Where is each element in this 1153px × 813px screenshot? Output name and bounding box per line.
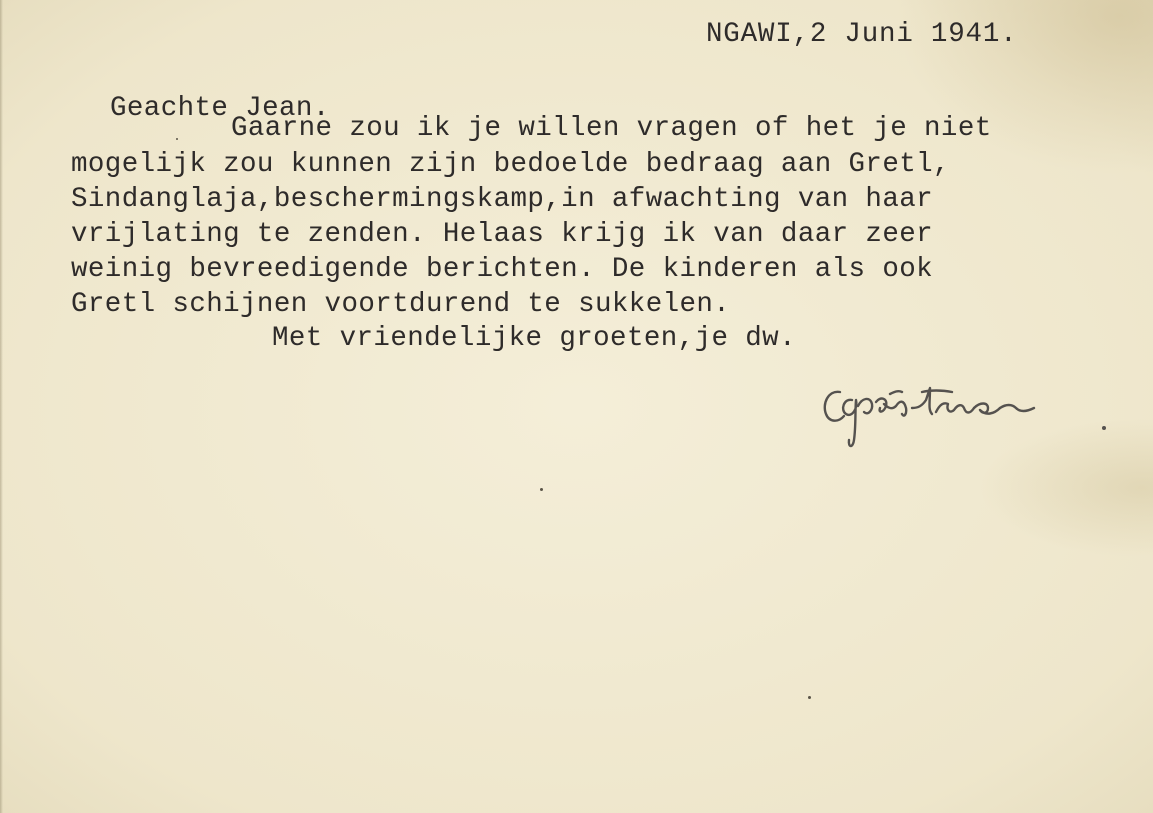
body-line-2: mogelijk zou kunnen zijn bedoelde bedraag aan Gretl, bbox=[71, 149, 950, 180]
paper-speck bbox=[540, 488, 543, 491]
paper-speck bbox=[808, 696, 811, 699]
body-line-5: weinig bevreedigende berichten. De kinderen als ook bbox=[71, 254, 934, 285]
body-line-1: Gaarne zou ik je willen vragen of het je niet bbox=[231, 113, 992, 144]
closing-line: Met vriendelijke groeten,je dw. bbox=[272, 323, 796, 354]
body-line-6: Gretl schijnen voortdurend te sukkelen. bbox=[71, 289, 731, 320]
paper-speck bbox=[176, 138, 178, 140]
body-line-3: Sindanglaja,beschermingskamp,in afwachting van haar bbox=[71, 184, 934, 215]
body-line-4: vrijlating te zenden. Helaas krijg ik van daar zeer bbox=[71, 219, 934, 250]
place-date: NGAWI,2 Juni 1941. bbox=[706, 19, 1018, 50]
salutation: Geachte Jean. bbox=[110, 93, 330, 124]
signature bbox=[818, 378, 1118, 458]
